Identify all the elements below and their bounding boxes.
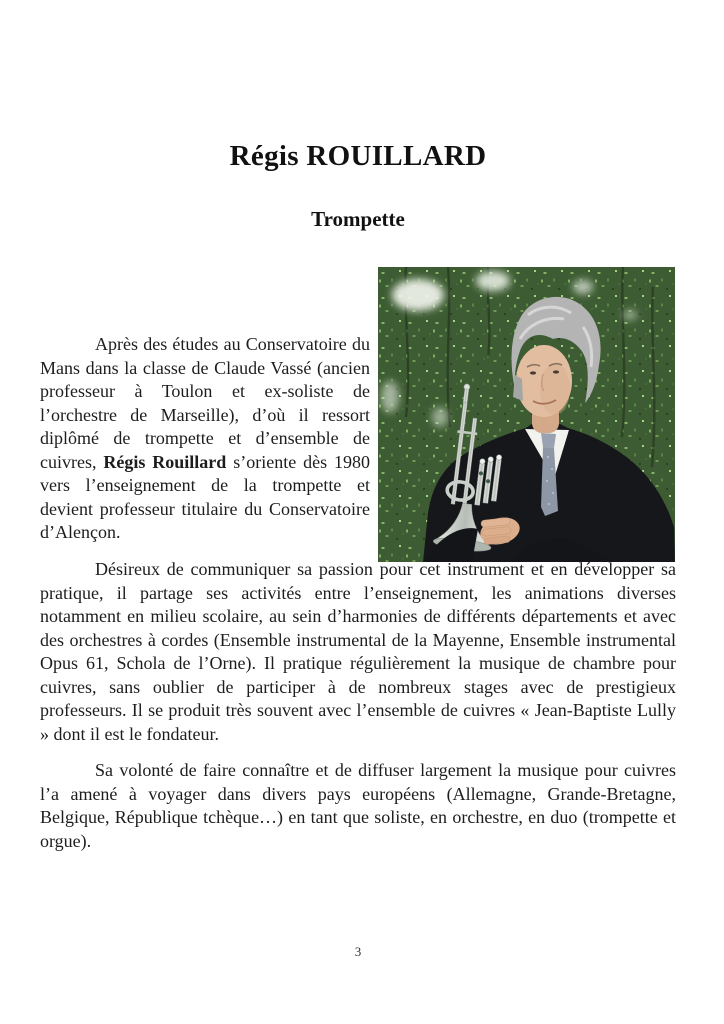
page-subtitle: Trompette [311,207,405,231]
page-title: Régis ROUILLARD [229,140,487,172]
portrait-photo-illustration [378,267,675,562]
tie-knot [541,433,556,448]
portrait-photo [378,267,675,562]
paragraph-travels: Sa volonté de faire connaître et de diffuser largement la musique pour cuivres l’a amené à voyager dans divers pays européens (Allemagne, Grande-Bretagne, Belgique, République tchèque…) en tant que soliste, en orchestre, en duo (trompette et orgue). [40,760,676,851]
paragraph-activities: Désireux de communiquer sa passion pour cet instrument et en développer sa pratique, il partage ses activités entre l’enseignement, les animations diverses notamment en milieu scolaire, au sein d’harmonies de différents départements et avec des orchestres à cordes (Ensemble instrumental de la Mayenne, Ensemble instrumental Opus 61, Schola de l’Orne). Il pratique régulièrement la musique de chambre pour cuivres, sans oublier de participer à de nombreux stages avec de prestigieux professeurs. Il se produit très souvent avec l’ensemble de cuivres « Jean-Baptiste Lully » dont il est le fondateur. [40,559,676,744]
page-number: 3 [354,944,362,959]
paragraph1-bold-name: Régis Rouillard [103,451,227,472]
paragraph1-text-before: Après des études au Conservatoire du Mans dans la classe de Claude Vassé (ancien professeur à Toulon et ex-soliste de l’orchestre de Marseille), d’où il ressort diplômé de trompette et d’ensemble de cuivres, [40,334,370,472]
paragraph1-text-after: s’oriente dès 1980 vers l’enseignement de la trompette et devient professeur titulaire du Conservatoire d’Alençon. [40,451,370,542]
paragraph-studies [40,333,370,545]
